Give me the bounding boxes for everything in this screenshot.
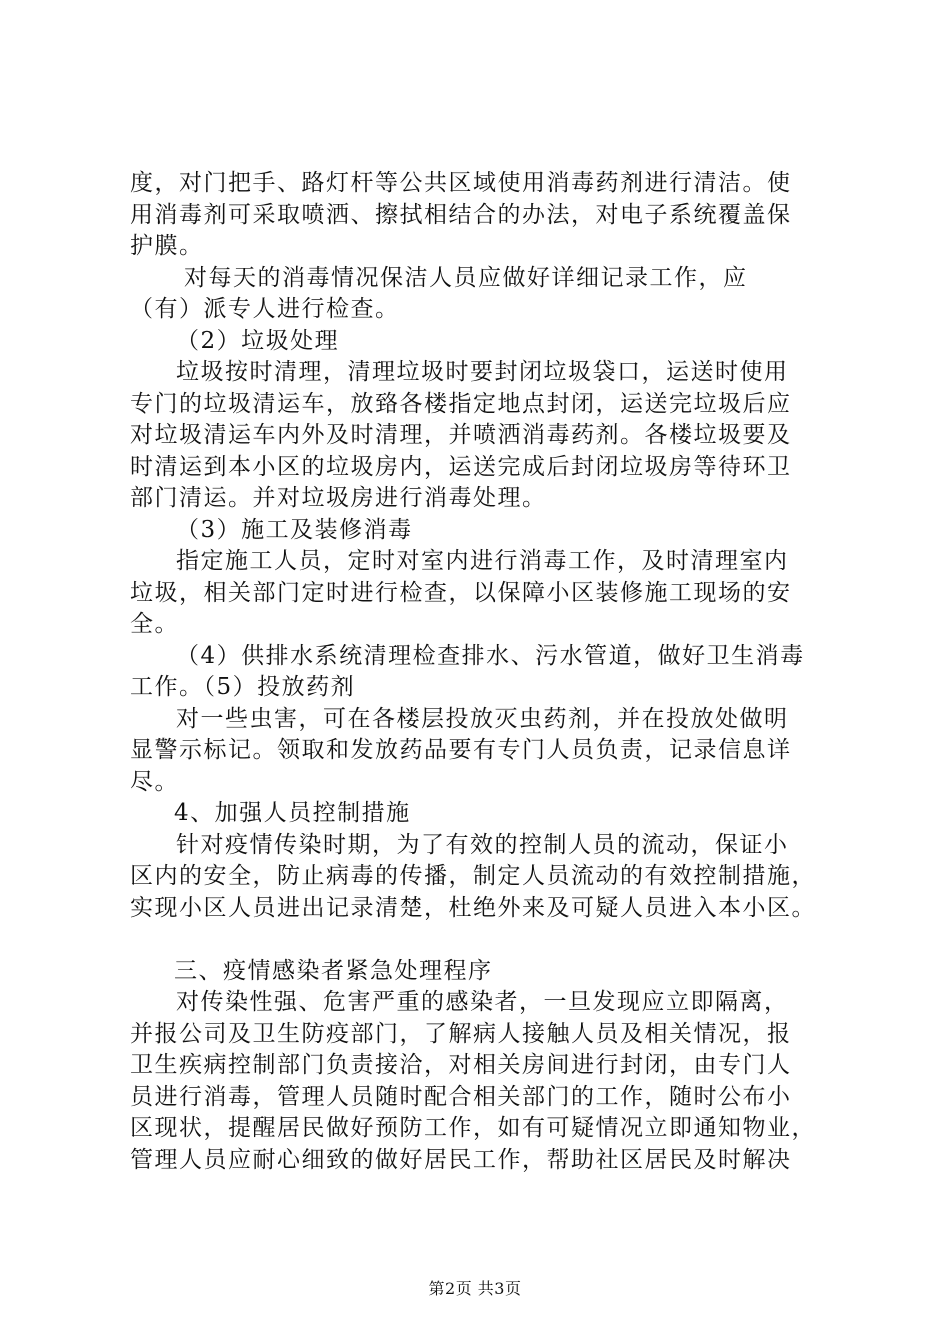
text-line: 对垃圾清运车内外及时清理，并喷洒消毒药剂。各楼垃圾要及 [130,422,792,448]
text-line: 指定施工人员，定时对室内进行消毒工作，及时清理室内 [176,548,789,574]
section-heading: 三、疫情感染者紧急处理程序 [174,957,493,984]
text-line: 员进行消毒，管理人员随时配合相关部门的工作，随时公布小 [130,1083,792,1110]
section-heading: （2）垃圾处理 [176,327,340,354]
text-line: 全。 [130,611,179,637]
text-line: 部门清运。并对垃圾房进行消毒处理。 [130,485,547,511]
text-line: 管理人员应耐心细致的做好居民工作，帮助社区居民及时解决 [130,1146,792,1173]
text-line: 区内的安全，防止病毒的传播，制定人员流动的有效控制措施， [130,863,816,889]
text-line: 度，对门把手、路灯杆等公共区域使用消毒药剂进行清洁。使 [130,170,792,196]
page-number: 第2页 共3页 [428,1279,522,1298]
text-line: 用消毒剂可采取喷洒、擦拭相结合的办法，对电子系统覆盖保 [130,201,792,228]
section-heading: （3）施工及装修消毒 [176,516,413,543]
blank-line [130,924,830,956]
text-line: 针对疫情传染时期，为了有效的控制人员的流动，保证小 [176,831,789,858]
text-line: （4）供排水系统清理检查排水、污水管道，做好卫生消毒 [176,642,805,669]
text-line: 显警示标记。领取和发放药品要有专门人员负责，记录信息详 [130,737,792,763]
text-line: 对一些虫害，可在各楼层投放灭虫药剂，并在投放处做明 [176,705,789,732]
text-line: 时清运到本小区的垃圾房内，运送完成后封闭垃圾房等待环卫 [130,453,792,480]
text-line: 并报公司及卫生防疫部门，了解病人接触人员及相关情况，报 [130,1020,792,1047]
section-heading: 4、加强人员控制措施 [174,800,411,826]
text-line: 垃圾按时清理，清理垃圾时要封闭垃圾袋口，运送时使用 [176,359,789,385]
text-line: 尽。 [130,768,179,795]
text-line: 区现状，提醒居民做好预防工作，如有可疑情况立即通知物业， [130,1115,816,1141]
text-line: 卫生疾病控制部门负责接洽，对相关房间进行封闭，由专门人 [130,1052,792,1078]
text-line: 护膜。 [130,233,204,259]
text-line: 对每天的消毒情况保洁人员应做好详细记录工作，应 [184,264,748,291]
text-line: 专门的垃圾清运车，放臵各楼指定地点封闭，运送完垃圾后应 [130,390,792,417]
text-line: 对传染性强、危害严重的感染者，一旦发现应立即隔离， [176,989,789,1015]
text-line: （有）派专人进行检查。 [130,296,400,322]
document-body [130,168,830,1176]
text-line: 工作。（5）投放药剂 [130,674,356,700]
text-line: 垃圾，相关部门定时进行检查，以保障小区装修施工现场的安 [130,579,792,606]
text-line: 实现小区人员进出记录清楚，杜绝外来及可疑人员进入本小区。 [130,894,816,921]
